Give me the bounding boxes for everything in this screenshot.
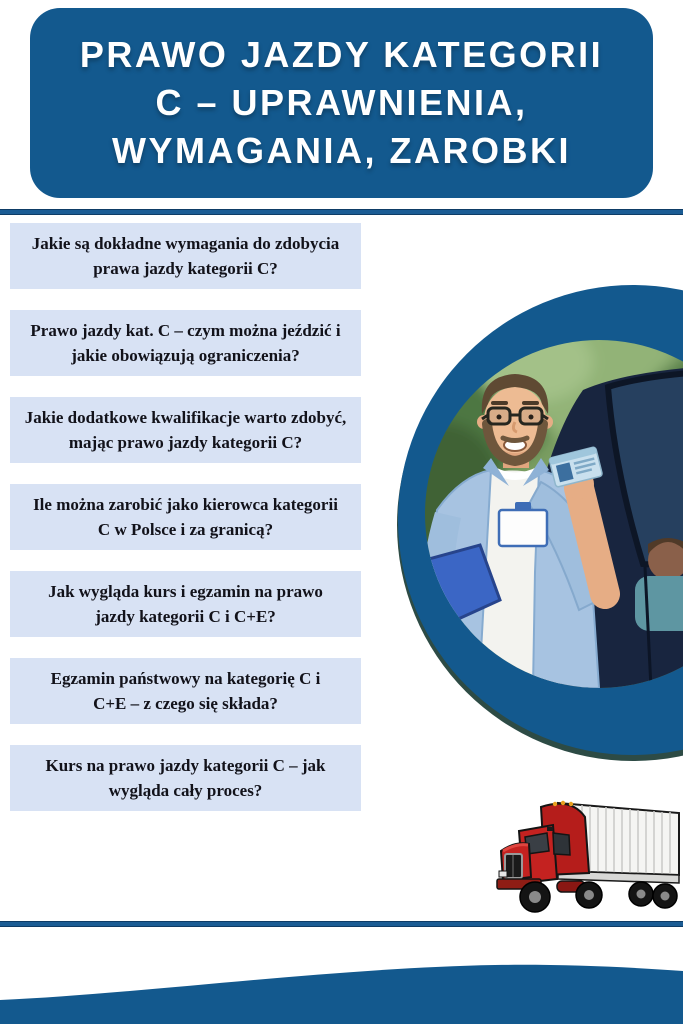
question-text: prawa jazdy kategorii C? (93, 259, 278, 278)
divider-line-top (0, 209, 683, 215)
question-card-6 (10, 658, 361, 724)
question-card-1 (10, 223, 361, 289)
page-title-line-2: C – UPRAWNIENIA, (155, 82, 528, 123)
question-card-5 (10, 571, 361, 637)
man-with-driver-license-photo (383, 272, 683, 772)
question-text: Jakie są dokładne wymagania do zdobycia (31, 234, 340, 253)
red-semi-truck-icon (483, 791, 683, 922)
page-title-line-3: WYMAGANIA, ZAROBKI (112, 130, 571, 171)
question-text: Prawo jazdy kat. C – czym można jeździć i (30, 321, 341, 340)
question-card-4 (10, 484, 361, 550)
divider-line-bottom (0, 921, 683, 927)
question-text: Jak wygląda kurs i egzamin na prawo (48, 582, 323, 601)
question-text: C w Polsce i za granicą? (97, 520, 274, 539)
question-list (10, 223, 361, 811)
question-text: Jakie dodatkowe kwalifikacje warto zdobyć, (24, 408, 347, 427)
question-card-2 (10, 310, 361, 376)
question-text: Ile można zarobić jako kierowca kategorii (33, 495, 338, 514)
footer-wave (0, 954, 683, 1024)
question-text: Kurs na prawo jazdy kategorii C – jak (45, 756, 326, 775)
question-card-3 (10, 397, 361, 463)
question-text: mając prawo jazdy kategorii C? (68, 433, 303, 452)
question-text: Egzamin państwowy na kategorię C i (50, 669, 321, 688)
question-text: wygląda cały proces? (108, 781, 263, 800)
question-text: C+E – z czego się składa? (93, 694, 278, 713)
question-text: jazdy kategorii C i C+E? (95, 607, 276, 626)
question-text: jakie obowiązują ograniczenia? (71, 346, 300, 365)
page-title (30, 8, 653, 198)
question-card-7 (10, 745, 361, 811)
page-title-line-1: PRAWO JAZDY KATEGORII (79, 34, 604, 75)
